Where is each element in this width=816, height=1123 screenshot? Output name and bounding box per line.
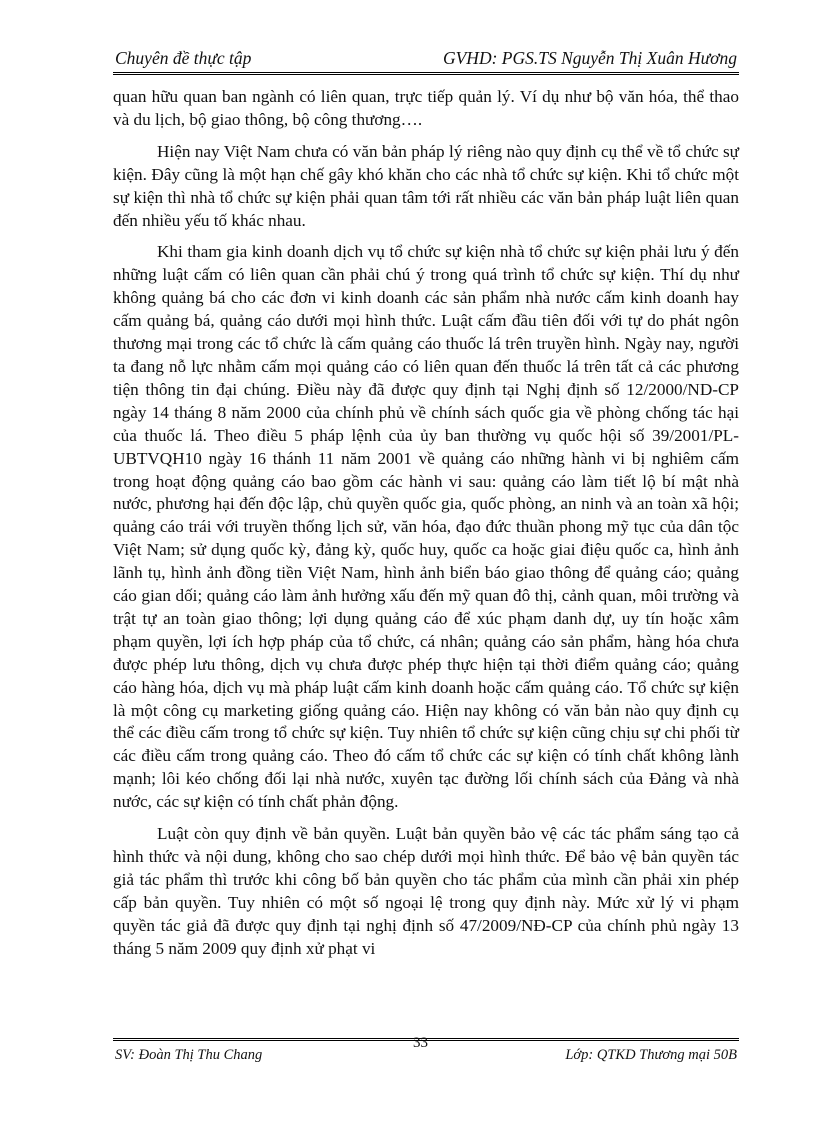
paragraph-continuation: quan hữu quan ban ngành có liên quan, trực tiếp quản lý. Ví dụ như bộ văn hóa, thể thao và du lịch, bộ giao thông, bộ công thương…. — [113, 87, 739, 129]
page-body — [113, 86, 739, 970]
page-number: 33 — [413, 1035, 428, 1051]
page-footer — [113, 1035, 739, 1069]
header-supervisor: GVHD: PGS.TS Nguyễn Thị Xuân Hương — [442, 48, 737, 68]
footer-class: Lớp: QTKD Thương mại 50B — [565, 1047, 737, 1063]
page-header — [113, 44, 739, 75]
paragraph: Hiện nay Việt Nam chưa có văn bản pháp lý riêng nào quy định cụ thể về tổ chức sự kiện. Đây cũng là một hạn chế gây khó khăn cho các nhà tổ chức sự kiện. Khi tổ chức một sự kiện thì nhà tổ chức sự kiện phải quan tâm tới rất nhiều các văn bản pháp luật liên quan đến nhiều yếu tố khác nhau. — [113, 141, 739, 230]
footer-student-name: SV: Đoàn Thị Thu Chang — [115, 1047, 263, 1063]
header-report-title: Chuyên đề thực tập — [115, 48, 252, 68]
paragraph: Luật còn quy định về bản quyền. Luật bản quyền bảo vệ các tác phẩm sáng tạo cả hình thức và nội dung, không cho sao chép dưới mọi hình thức. Để bảo vệ bản quyền tác giả tác phẩm thì trước khi công bố bản quyền cho tác phẩm của mình cần phải xin phép cấp bản quyền. Tuy nhiên có một số ngoại lệ trong quy định này. Mức xử lý vi phạm quyền tác giả đã được quy định tại nghị định số 47/2009/NĐ-CP của chính phủ ngày 13 tháng 5 năm 2009 quy định xử phạt vi — [113, 824, 739, 958]
paragraph: Khi tham gia kinh doanh dịch vụ tổ chức sự kiện nhà tổ chức sự kiện phải lưu ý đến những luật cấm có liên quan cần phải chú ý trong quá trình tổ chức sự kiện. Thí dụ như không quảng bá cho các đơn vi kinh doanh các sản phẩm nhà nước cấm kinh doanh hay cấm quảng bá, quảng cáo dưới mọi hình thức. Luật cấm đầu tiên đối với tự do phát ngôn thương mại trong các tổ chức là cấm quảng cáo thuốc lá trên truyền hình. Ngày nay, người ta đang nỗ lực nhằm cấm mọi quảng cáo có liên quan đến thuốc lá trên tất cả các phương tiện thông tin đại chúng. Điều này đã được quy định tại Nghị định số 12/2000/ND-CP ngày 14 tháng 8 năm 2000 của chính phủ về chính sách quốc gia về phòng chống tác hại của thuốc lá. Theo điều 5 pháp lệnh của ủy ban thường vụ quốc hội số 39/2001/PL- UBTVQH10 ngày 16 thánh 11 năm 2001 về quảng cáo những hành vi bị nghiêm cấm trong hoạt động quảng cáo bao gồm các hành vi sau: quảng cáo làm tiết lộ bí mật nhà nước, phương hại đến độc lập, chủ quyền quốc gia, quốc phòng, an ninh và an toàn xã hội; quảng cáo trái với truyền thống lịch sử, văn hóa, đạo đức thuần phong mỹ tục của dân tộc Việt Nam; sử dụng quốc kỳ, đảng kỳ, quốc huy, quốc ca hoặc giai điệu quốc ca, hình ảnh lãnh tụ, hình ảnh đồng tiền Việt Nam, hình ảnh biển báo giao thông để quảng cáo; quảng cáo gian dối; quảng cáo làm ảnh hưởng xấu đến mỹ quan đô thị, cảnh quan, môi trường và trật tự an toàn giao thông; lợi dụng quảng cáo để xúc phạm danh dự, uy tín hoặc xâm phạm quyền, lợi ích hợp pháp của tổ chức, cá nhân; quảng cáo sản phẩm, hàng hóa chưa được phép lưu thông, dịch vụ chưa được phép thực hiện tại thời điểm quảng cáo; quảng cáo hàng hóa, dịch vụ mà pháp luật cấm kinh doanh hoặc cấm quảng cáo. Tổ chức sự kiện là một công cụ marketing giống quảng cáo. Hiện nay không có văn bản nào quy định cụ thể các điều cấm trong tổ chức sự kiện. Tuy nhiên tổ chức sự kiện cũng chịu sự chi phối từ các điều cấm trong quảng cáo. Theo đó cấm tổ chức các sự kiện có tính chất không lành mạnh; lôi kéo chống đối lại nhà nước, xuyên tạc đường lối chính sách của Đảng và nhà nước, các sự kiện có tính chất phản động. — [113, 242, 739, 812]
